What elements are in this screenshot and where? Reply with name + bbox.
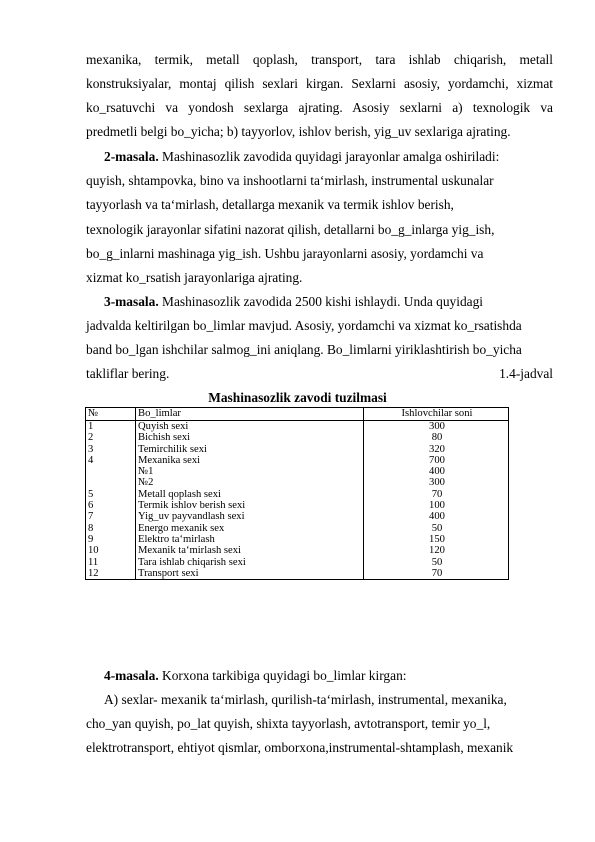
paragraph-line: xizmat ko_rsatish jarayonlariga ajrating. <box>86 270 303 285</box>
row-workers: 70 <box>364 489 509 500</box>
table-header-row <box>86 408 509 421</box>
row-department: Temirchilik sexi <box>136 444 364 455</box>
row-workers: 50 <box>364 523 509 534</box>
paragraph-line: elektrotransport, ehtiyot qismlar, omborxona,instrumental-shtamplash, mexanik <box>86 740 514 755</box>
table-row <box>86 568 509 580</box>
row-number: 8 <box>86 523 136 534</box>
paragraph-line: quyish, shtampovka, bino va inshootlarni ta‘mirlash, instrumental uskunalar <box>86 173 494 188</box>
row-department: Elektro ta‘mirlash <box>136 534 364 545</box>
row-number <box>86 477 136 488</box>
departments-table <box>85 407 509 580</box>
row-number <box>86 466 136 477</box>
paragraph-line: band bo_lgan ishchilar salmog_ini aniqlang. Bo_limlarni yiriklashtirish bo_yicha <box>86 342 522 357</box>
col-header-number: № <box>86 408 136 421</box>
task-2-heading-line <box>104 149 553 165</box>
row-number: 11 <box>86 557 136 568</box>
row-department: Termik ishlov berish sexi <box>136 500 364 511</box>
task-4-heading-line <box>104 668 553 684</box>
paragraph-line: konstruksiyalar, montaj qilish sexlari kirgan. Sexlarni asosiy, yordamchi, xizmat <box>86 76 553 91</box>
row-workers: 50 <box>364 557 509 568</box>
table-body <box>86 421 509 580</box>
paragraph-line: jadvalda keltirilgan bo_limlar mavjud. Asosiy, yordamchi va xizmat ko_rsatishda <box>86 318 522 333</box>
row-department: Transport sexi <box>136 568 364 580</box>
task-3-text: Mashinasozlik zavodida 2500 kishi ishlaydi. Unda quyidagi <box>158 294 483 309</box>
col-header-departments: Bo_limlar <box>136 408 364 421</box>
row-number: 4 <box>86 455 136 466</box>
row-number: 6 <box>86 500 136 511</box>
table-row <box>86 455 509 466</box>
row-number: 2 <box>86 432 136 443</box>
row-workers: 400 <box>364 466 509 477</box>
paragraph-line: tayyorlash va ta‘mirlash, detallarga mexanik va termik ishlov berish, <box>86 197 454 212</box>
row-department: Bichish sexi <box>136 432 364 443</box>
row-workers: 150 <box>364 534 509 545</box>
paragraph-line: bo_g_inlarni mashinaga yig_ish. Ushbu jarayonlarni asosiy, yordamchi va <box>86 246 484 261</box>
task-2-text: Mashinasozlik zavodida quyidagi jarayonlar amalga oshiriladi: <box>158 149 500 164</box>
table-row <box>86 432 509 443</box>
table-row <box>86 523 509 534</box>
row-department: Metall qoplash sexi <box>136 489 364 500</box>
row-workers: 70 <box>364 568 509 580</box>
paragraph-line: takliflar bering. <box>86 366 170 381</box>
table-row <box>86 421 509 433</box>
col-header-workers: Ishlovchilar soni <box>364 408 509 421</box>
task-4-text: Korxona tarkibiga quyidagi bo_limlar kirgan: <box>158 668 407 683</box>
table-number-label: 1.4-jadval <box>499 366 553 381</box>
row-workers: 120 <box>364 545 509 556</box>
table-row <box>86 466 509 477</box>
row-number: 1 <box>86 421 136 433</box>
task-2-label: 2-masala. <box>104 149 159 164</box>
table-row <box>86 534 509 545</box>
row-number: 3 <box>86 444 136 455</box>
paragraph-line: predmetli belgi bo_yicha; b) tayyorlov, ishlov berish, yig_uv sexlariga ajrating. <box>86 124 511 139</box>
row-department: Mexanika sexi <box>136 455 364 466</box>
row-department: Tara ishlab chiqarish sexi <box>136 557 364 568</box>
row-workers: 100 <box>364 500 509 511</box>
row-workers: 400 <box>364 511 509 522</box>
row-number: 9 <box>86 534 136 545</box>
row-number: 5 <box>86 489 136 500</box>
row-department: Quyish sexi <box>136 421 364 433</box>
table-row <box>86 511 509 522</box>
row-workers: 320 <box>364 444 509 455</box>
paragraph-line: texnologik jarayonlar sifatini nazorat qilish, detallarni bo_g_inlarga yig_ish, <box>86 222 495 237</box>
paragraph-line: mexanika, termik, metall qoplash, transport, tara ishlab chiqarish, metall <box>86 52 553 67</box>
paragraph-line: cho_yan quyish, po_lat quyish, shixta tayyorlash, avtotransport, temir yo_l, <box>86 716 491 731</box>
task-3-label: 3-masala. <box>104 294 159 309</box>
task-3-heading-line <box>104 294 553 310</box>
table-row <box>86 545 509 556</box>
table-row <box>86 557 509 568</box>
row-number: 12 <box>86 568 136 580</box>
task-4-label: 4-masala. <box>104 668 159 683</box>
paragraph-line: ko_rsatuvchi va yondosh sexlarga ajrating. Asosiy sexlarni a) texnologik va <box>86 100 553 115</box>
row-workers: 80 <box>364 432 509 443</box>
paragraph-line: A) sexlar- mexanik ta‘mirlash, qurilish-ta‘mirlash, instrumental, mexanika, <box>104 692 507 707</box>
table-row <box>86 477 509 488</box>
row-workers: 300 <box>364 421 509 433</box>
row-department: Yig_uv payvandlash sexi <box>136 511 364 522</box>
row-department: №1 <box>136 466 364 477</box>
row-workers: 700 <box>364 455 509 466</box>
row-number: 10 <box>86 545 136 556</box>
row-workers: 300 <box>364 477 509 488</box>
table-row <box>86 489 509 500</box>
table-row <box>86 500 509 511</box>
row-number: 7 <box>86 511 136 522</box>
row-department: Energo mexanik sex <box>136 523 364 534</box>
table-row <box>86 444 509 455</box>
row-department: №2 <box>136 477 364 488</box>
row-department: Mexanik ta‘mirlash sexi <box>136 545 364 556</box>
table-title: Mashinasozlik zavodi tuzilmasi <box>208 390 387 405</box>
